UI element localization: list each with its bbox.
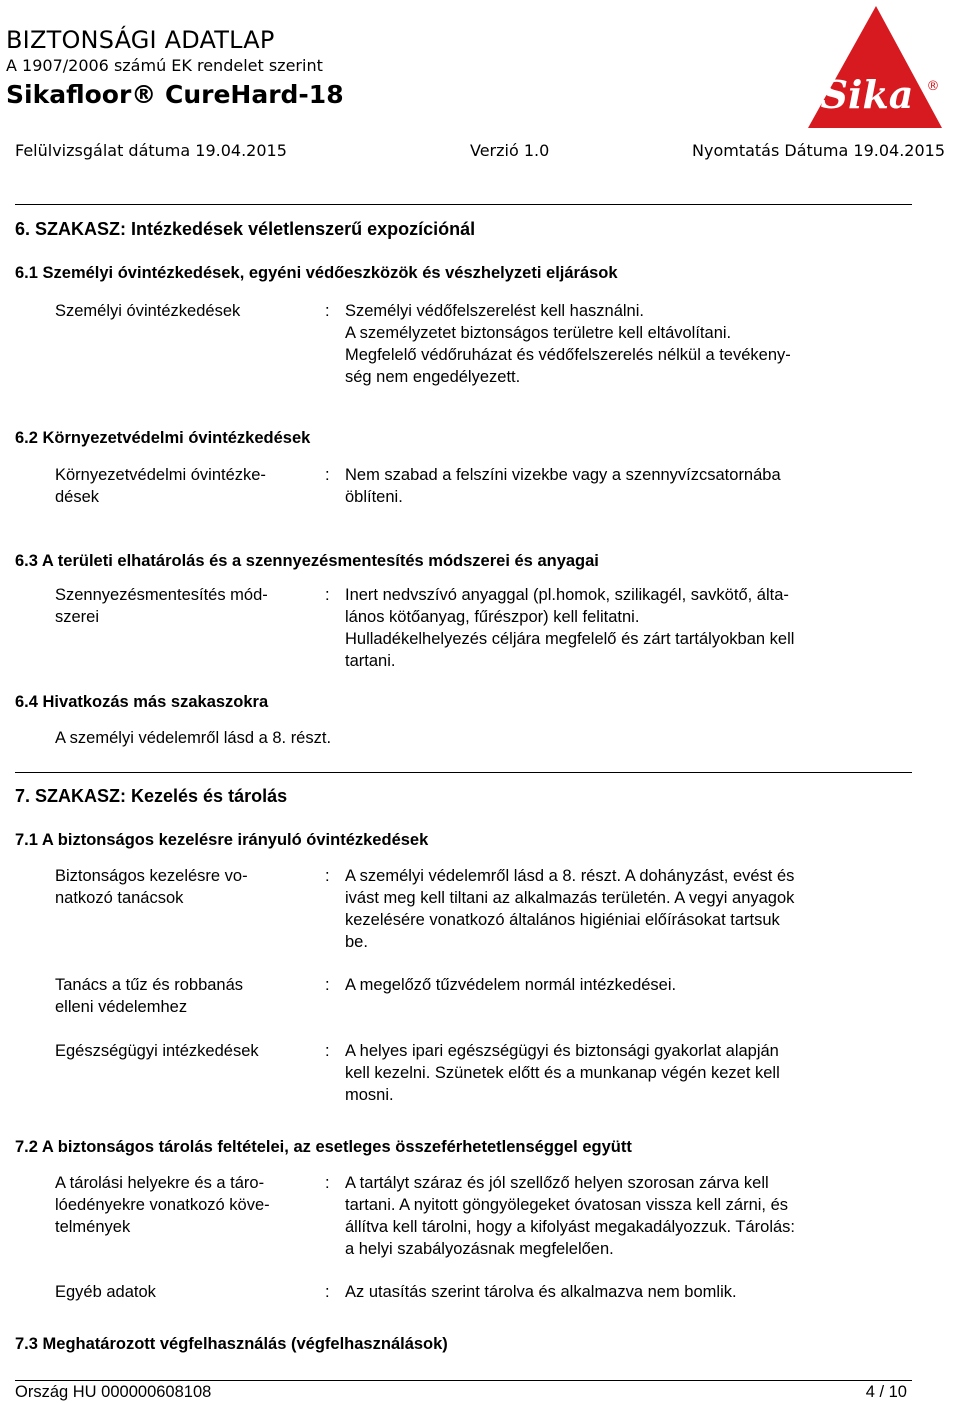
field-colon: : xyxy=(325,1042,330,1060)
cleanup-methods-label: Szennyezésmentesítés mód- szerei xyxy=(55,586,268,626)
logo-wordmark: Sika xyxy=(820,72,914,117)
sika-logo xyxy=(804,4,944,130)
document-title: BIZTONSÁGI ADATLAP xyxy=(6,26,275,54)
hygiene-measures-label: Egészségügyi intézkedések xyxy=(55,1042,259,1060)
subsection-6-4-title: 6.4 Hivatkozás más szakaszokra xyxy=(15,693,269,711)
fire-protection-advice-value: A megelőző tűzvédelem normál intézkedései. xyxy=(345,976,677,994)
page-number: 4 / 10 xyxy=(865,1383,907,1401)
revision-date: Felülvizsgálat dátuma 19.04.2015 xyxy=(15,141,287,160)
storage-requirements-label: A tárolási helyekre és a táro- lóedényekre vonatkozó köve- telmények xyxy=(55,1174,270,1236)
page-footer xyxy=(15,1380,912,1402)
section-7-title: 7. SZAKASZ: Kezelés és tárolás xyxy=(15,786,288,806)
print-date: Nyomtatás Dátuma 19.04.2015 xyxy=(692,141,946,160)
personal-precautions-label: Személyi óvintézkedések xyxy=(55,302,241,320)
subsection-7-2-title: 7.2 A biztonságos tárolás feltételei, az esetleges összeférhetetlenséggel együtt xyxy=(15,1138,632,1156)
hygiene-measures-value: A helyes ipari egészségügyi és biztonsági gyakorlat alapján kell kezelni. Szünetek előtt és a munkanap végén kezet kell mosni. xyxy=(345,1042,780,1104)
product-name: Sikafloor® CureHard-18 xyxy=(6,80,344,109)
field-colon: : xyxy=(325,302,330,320)
field-colon: : xyxy=(325,1174,330,1192)
field-colon: : xyxy=(325,586,330,604)
field-colon: : xyxy=(325,867,330,885)
personal-precautions-value: Személyi védőfelszerelést kell használni. A személyzetet biztonságos területre kell eltávolítani. Megfelelő védőruházat és védőfelszerelés nélkül a tevékeny- ség nem engedélyezett. xyxy=(345,302,791,386)
field-colon: : xyxy=(325,1283,330,1301)
safe-handling-advice-value: A személyi védelemről lásd a 8. részt. A dohányzást, evést és ivást meg kell tiltani az alkalmazás területén. A vegyi anyagok kezelésére vonatkozó általános higiéniai előírásokat tartsuk be. xyxy=(345,867,795,951)
section-6-title: 6. SZAKASZ: Intézkedések véletlenszerű expozíciónál xyxy=(15,219,476,239)
other-data-value: Az utasítás szerint tárolva és alkalmazva nem bomlik. xyxy=(345,1283,737,1301)
safe-handling-advice-label: Biztonságos kezelésre vo- natkozó tanácsok xyxy=(55,867,248,907)
logo-registered-mark: ® xyxy=(926,79,940,94)
subsection-6-3-title: 6.3 A területi elhatárolás és a szennyezésmentesítés módszerei és anyagai xyxy=(15,552,599,570)
other-data-label: Egyéb adatok xyxy=(55,1283,156,1301)
field-colon: : xyxy=(325,976,330,994)
section-divider xyxy=(15,204,912,205)
environmental-precautions-value: Nem szabad a felszíni vizekbe vagy a szennyvízcsatornába öblíteni. xyxy=(345,466,781,506)
regulation-reference: A 1907/2006 számú EK rendelet szerint xyxy=(6,56,323,75)
section-divider xyxy=(15,772,912,773)
subsection-6-2-title: 6.2 Környezetvédelmi óvintézkedések xyxy=(15,429,311,447)
environmental-precautions-label: Környezetvédelmi óvintézke- dések xyxy=(55,466,266,506)
fire-protection-advice-label: Tanács a tűz és robbanás elleni védelemhez xyxy=(55,976,244,1016)
subsection-6-1-title: 6.1 Személyi óvintézkedések, egyéni védőeszközök és vészhelyzeti eljárások xyxy=(15,264,618,282)
subsection-7-1-title: 7.1 A biztonságos kezelésre irányuló óvintézkedések xyxy=(15,831,429,849)
version: Verzió 1.0 xyxy=(470,141,550,160)
section-reference-text: A személyi védelemről lásd a 8. részt. xyxy=(55,729,332,747)
subsection-7-3-title: 7.3 Meghatározott végfelhasználás (végfelhasználások) xyxy=(15,1335,448,1353)
country-code: Ország HU 000000608108 xyxy=(15,1383,212,1401)
storage-requirements-value: A tartályt száraz és jól szellőző helyen szorosan zárva kell tartani. A nyitott göngyölegeket óvatosan vissza kell zárni, és állítva kell tárolni, hogy a kifolyást megakadályozzuk. Tárolás: a helyi szabályozásnak megfelelően. xyxy=(345,1174,795,1258)
field-colon: : xyxy=(325,466,330,484)
cleanup-methods-value: Inert nedvszívó anyaggal (pl.homok, szilikagél, savkötő, álta- lános kötőanyag, fűrészpor) kell felitatni. Hulladékelhelyezés céljára megfelelő és zárt tartályokban kell tartani. xyxy=(345,586,795,670)
